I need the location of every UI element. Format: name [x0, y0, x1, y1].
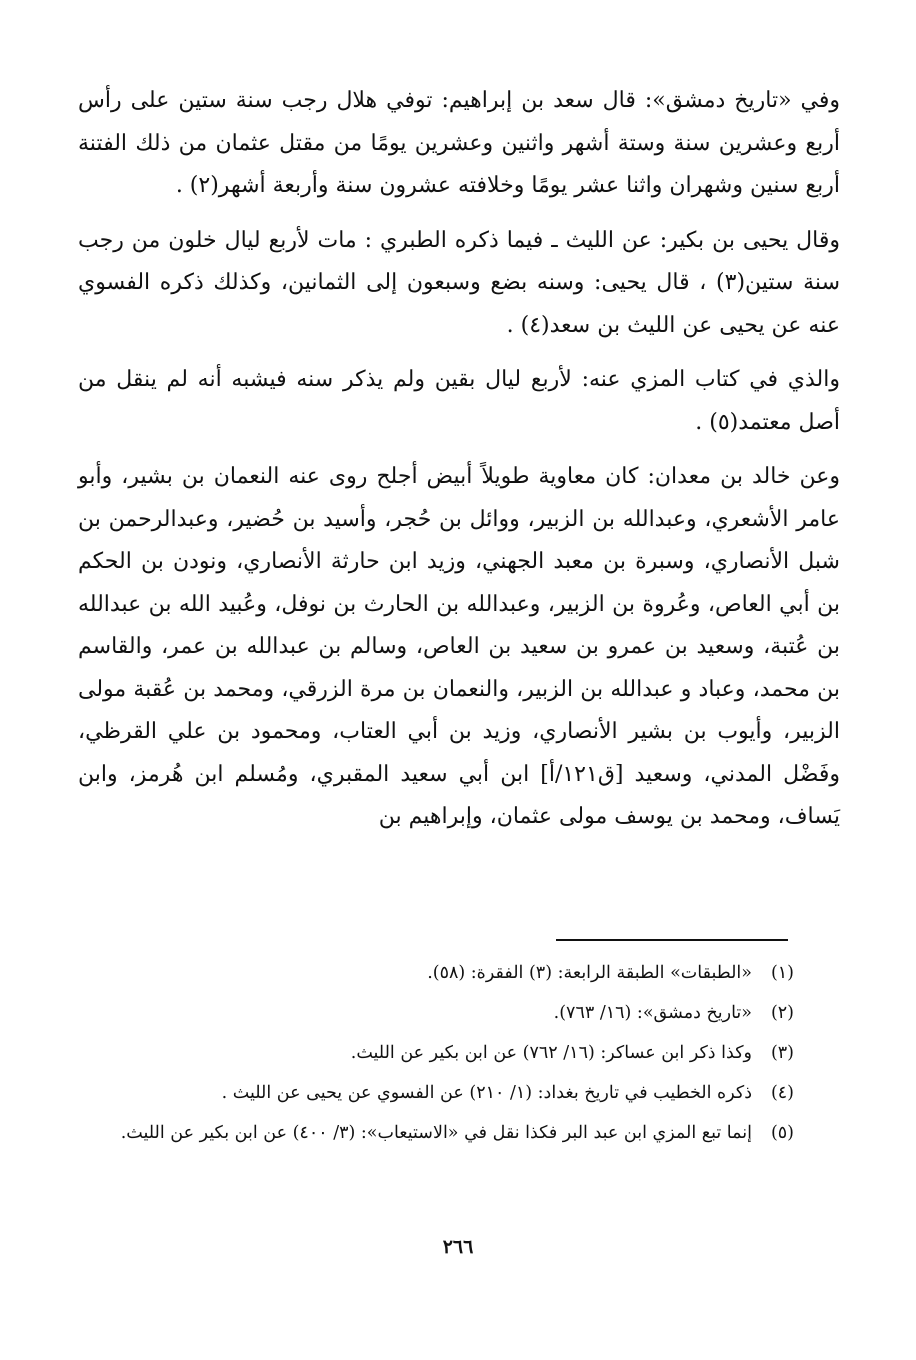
footnote-item [100, 1073, 794, 1113]
footnote-number: (١) [770, 963, 794, 983]
paragraph-mizzi: والذي في كتاب المزي عنه: لأربع ليال بقين ولم يذكر سنه فيشبه أنه لم ينقل من أصل معتمد(٥) . [78, 367, 840, 435]
footnote-separator [556, 939, 788, 941]
paragraph-death-date-damascus: وفي «تاريخ دمشق»: قال سعد بن إبراهيم: توفي هلال رجب سنة ستين على رأس أربع وعشرين سنة وستة أشهر واثنين وعشرين يومًا من مقتل عثمان من ذلك الفتنة أربع سنين وشهران واثنا عشر يومًا وخلافته عشرون سنة وأربعة أشهر(٢) . [78, 88, 840, 198]
footnote-text: «الطبقات» الطبقة الرابعة: (٣) الفقرة: (٥٨). [427, 963, 752, 983]
footnote-number: (٥) [770, 1123, 794, 1143]
footnotes [100, 953, 794, 1153]
footnote-text: إنما تبع المزي ابن عبد البر فكذا نقل في «الاستيعاب»: (٣/ ٤٠٠) عن ابن بكير عن الليث. [120, 1123, 752, 1143]
footnote-text: «تاريخ دمشق»: (١٦/ ٧٦٣). [553, 1003, 752, 1023]
paragraph-yahya-ibn-bukayr: وقال يحيى بن بكير: عن الليث ـ فيما ذكره الطبري : مات لأربع ليال خلون من رجب سنة ستين(٣) ، قال يحيى: وسنه بضع وسبعون إلى الثمانين، وكذلك ذكره الفسوي عنه عن يحيى عن الليث بن سعد(٤) . [78, 227, 840, 338]
footnote-item [100, 953, 794, 993]
paragraph-narrators: وعن خالد بن معدان: كان معاوية طويلاً أبيض أجلح روى عنه النعمان بن بشير، وأبو عامر الأشعري، وعبدالله بن الزبير، ووائل بن حُجر، وأسيد بن حُضير، وعبدالرحمن بن شبل الأنصاري، وسبرة بن معبد الجهني، وزيد ابن حارثة الأنصاري، ونودن بن الحكم بن أبي العاص، وعُروة بن الزبير، وعبدالله بن الحارث بن نوفل، وعُبيد الله بن عبدالله بن عُتبة، وسعيد بن عمرو بن سعيد بن العاص، وسالم بن عبدالله بن عمر، والقاسم بن محمد، وعباد و عبدالله بن الزبير، والنعمان بن مرة الزرقي، ومحمد بن عُقبة مولى الزبير، وأيوب بن بشير الأنصاري، وزيد بن أبي العتاب، ومحمود بن علي القرظي، وفَضْل المدني، وسعيد [ق١٢١/أ] ابن أبي سعيد المقبري، ومُسلم ابن هُرمز، وابن يَساف، ومحمد بن يوسف مولى عثمان، وإبراهيم بن [78, 464, 840, 829]
footnote-number: (٤) [770, 1083, 794, 1103]
footnote-number: (٢) [770, 1003, 794, 1023]
footnote-item [100, 993, 794, 1033]
footnote-text: وكذا ذكر ابن عساكر: (١٦/ ٧٦٢) عن ابن بكير عن الليث. [350, 1043, 752, 1063]
footnote-item [100, 1033, 794, 1073]
footnote-number: (٣) [770, 1043, 794, 1063]
footnote-item [100, 1113, 794, 1153]
main-text [78, 80, 840, 851]
footnote-text: ذكره الخطيب في تاريخ بغداد: (١/ ٢١٠) عن الفسوي عن يحيى عن الليث . [221, 1083, 752, 1103]
page-number: ٢٦٦ [442, 1236, 474, 1258]
